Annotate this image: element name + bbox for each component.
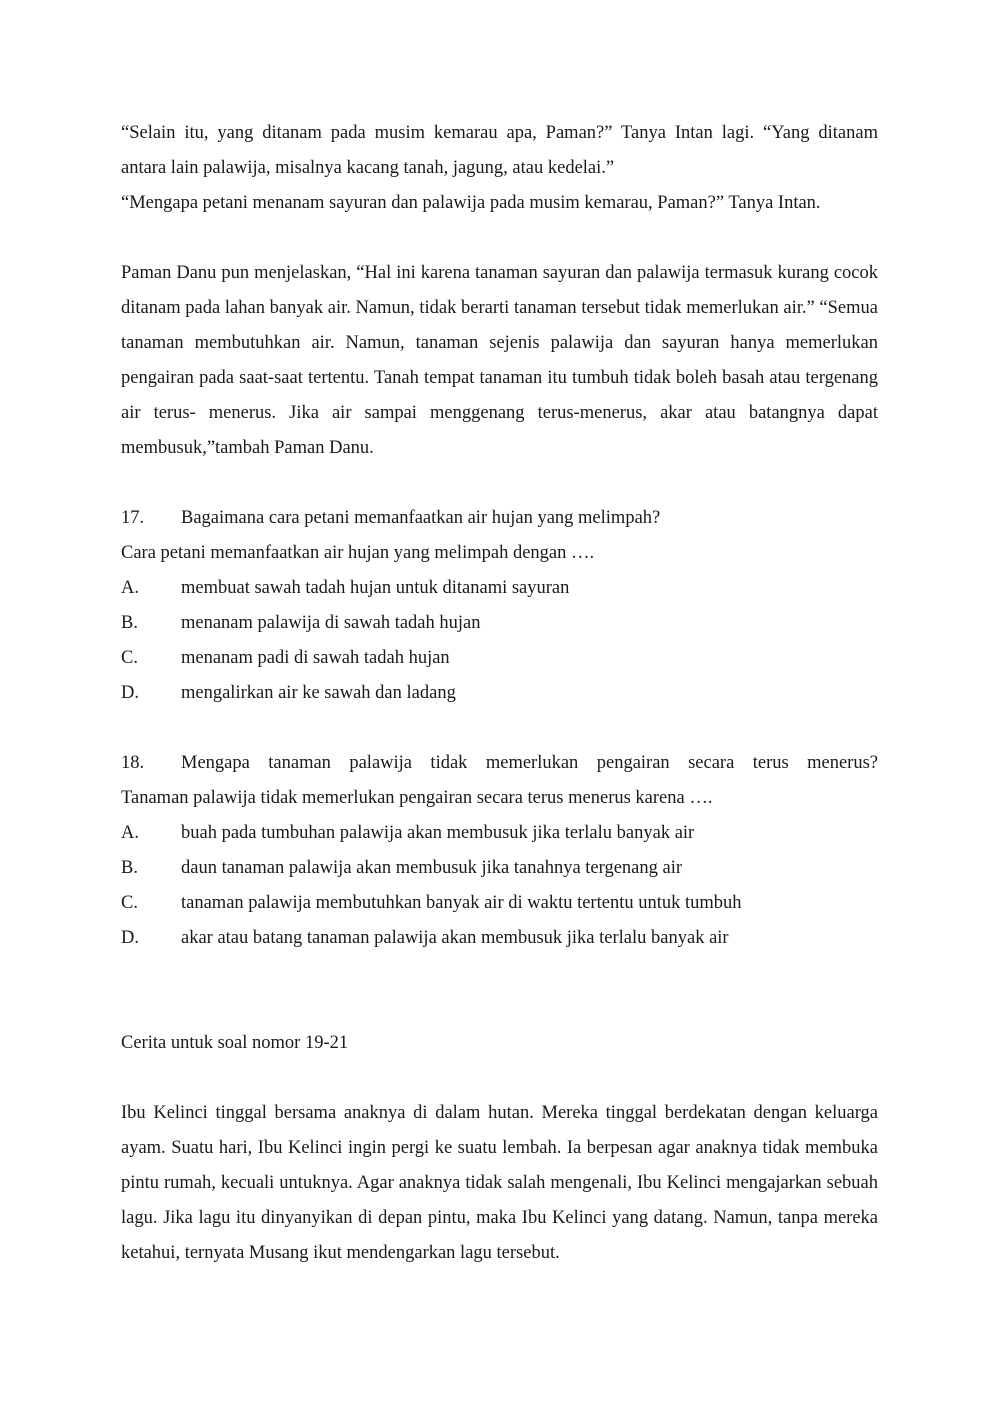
option-text: membuat sawah tadah hujan untuk ditanami sayuran <box>181 578 570 598</box>
option-letter: D. <box>121 683 139 703</box>
passage-line: “Selain itu, yang ditanam pada musim kemarau apa, Paman?” Tanya Intan lagi. “Yang ditanam <box>121 123 878 143</box>
question-17 <box>121 501 878 536</box>
option-b[interactable] <box>121 606 878 641</box>
question-stem: Tanaman palawija tidak memerlukan pengairan secara terus menerus karena …. <box>121 788 713 808</box>
passage-paragraph: Paman Danu pun menjelaskan, “Hal ini karena tanaman sayuran dan palawija termasuk kurang cocok ditanam pada lahan banyak air. Namun, tidak berarti tanaman tersebut tidak memerlukan air.” “Semua tanaman membutuhkan air. Namun, tanaman sejenis palawija dan sayuran hanya memerlukan pengairan pada saat-saat tertentu. Tanah tempat tanaman itu tumbuh tidak boleh basah atau tergenang air terus- menerus. Jika air sampai menggenang terus-menerus, akar atau batangnya dapat membusuk,”tambah Paman Danu. <box>121 263 878 458</box>
option-text: menanam padi di sawah tadah hujan <box>181 648 450 668</box>
option-d[interactable] <box>121 676 878 711</box>
option-c[interactable] <box>121 641 878 676</box>
option-d[interactable] <box>121 921 878 956</box>
option-a[interactable] <box>121 571 878 606</box>
option-text: tanaman palawija membutuhkan banyak air di waktu tertentu untuk tumbuh <box>181 893 742 913</box>
passage-paragraph: “Mengapa petani menanam sayuran dan palawija pada musim kemarau, Paman?” Tanya Intan. <box>121 193 821 213</box>
question-text: Bagaimana cara petani memanfaatkan air hujan yang melimpah? <box>181 508 661 528</box>
option-text: akar atau batang tanaman palawija akan membusuk jika terlalu banyak air <box>181 928 729 948</box>
story-heading: Cerita untuk soal nomor 19-21 <box>121 1033 349 1053</box>
question-number: 17. <box>121 508 145 528</box>
question-number: 18. <box>121 753 145 773</box>
option-letter: C. <box>121 893 138 913</box>
question-18 <box>121 746 878 781</box>
question-stem: Cara petani memanfaatkan air hujan yang melimpah dengan …. <box>121 543 595 563</box>
story-paragraph: Ibu Kelinci tinggal bersama anaknya di dalam hutan. Mereka tinggal berdekatan dengan keluarga ayam. Suatu hari, Ibu Kelinci ingin pergi ke suatu lembah. Ia berpesan agar anaknya tidak membuka pintu rumah, kecuali untuknya. Agar anaknya tidak salah mengenali, Ibu Kelinci mengajarkan sebuah lagu. Jika lagu itu dinyanyikan di depan pintu, maka Ibu Kelinci yang datang. Namun, tanpa mereka ketahui, ternyata Musang ikut mendengarkan lagu tersebut. <box>121 1103 878 1263</box>
option-letter: B. <box>121 858 138 878</box>
option-letter: B. <box>121 613 138 633</box>
option-text: daun tanaman palawija akan membusuk jika tanahnya tergenang air <box>181 858 683 878</box>
option-text: buah pada tumbuhan palawija akan membusuk jika terlalu banyak air <box>181 823 695 843</box>
option-b[interactable] <box>121 851 878 886</box>
option-letter: D. <box>121 928 139 948</box>
question-text: Mengapa tanaman palawija tidak memerlukan pengairan secara terus menerus? <box>181 753 878 773</box>
option-c[interactable] <box>121 886 878 921</box>
option-text: menanam palawija di sawah tadah hujan <box>181 613 481 633</box>
option-text: mengalirkan air ke sawah dan ladang <box>181 683 456 703</box>
option-letter: A. <box>121 823 139 843</box>
option-letter: A. <box>121 578 139 598</box>
option-letter: C. <box>121 648 138 668</box>
document-page <box>121 116 878 1271</box>
option-a[interactable] <box>121 816 878 851</box>
passage-line: antara lain palawija, misalnya kacang tanah, jagung, atau kedelai.” <box>121 158 615 178</box>
